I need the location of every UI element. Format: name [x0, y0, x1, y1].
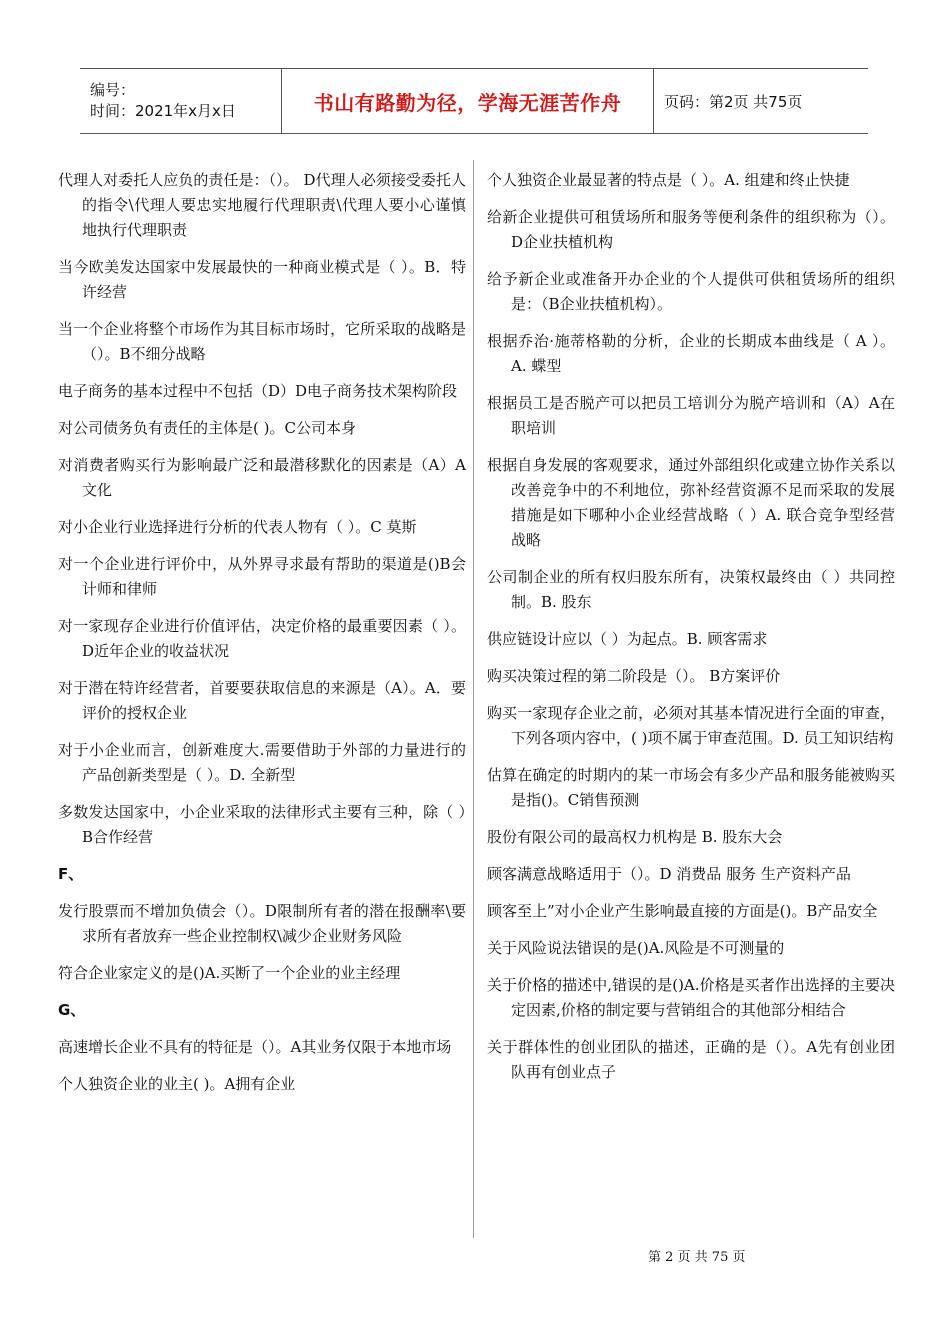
question-entry: 公司制企业的所有权归股东所有，决策权最终由（ ）共同控制。B. 股东 [487, 568, 895, 611]
question-entry: 给新企业提供可租赁场所和服务等便利条件的组织称为（）。D企业扶植机构 [487, 208, 895, 251]
column-divider [473, 160, 474, 1238]
question-entry: 对公司债务负有责任的主体是( )。C公司本身 [58, 419, 356, 437]
question-entry: 多数发达国家中，小企业采取的法律形式主要有三种，除（ ）B合作经营 [58, 803, 466, 846]
question-entry: 供应链设计应以（ ）为起点。B. 顾客需求 [487, 630, 768, 648]
question-entry: 估算在确定的时期内的某一市场会有多少产品和服务能被购买是指()。C销售预测 [487, 766, 895, 809]
right-column [487, 168, 895, 1097]
question-entry: 关于群体性的创业团队的描述，正确的是（）。A先有创业团队再有创业点子 [487, 1038, 895, 1081]
question-entry: 顾客满意战略适用于（）。D 消费品 服务 生产资料产品 [487, 865, 851, 883]
question-entry: 当一个企业将整个市场作为其目标市场时，它所采取的战略是（）。B不细分战略 [58, 320, 466, 363]
question-entry: 对一家现存企业进行价值评估，决定价格的最重要因素（ ）。 D近年企业的收益状况 [58, 617, 466, 660]
question-entry: 对于小企业而言，创新难度大.需要借助于外部的力量进行的产品创新类型是（ ）。D. 全新型 [58, 741, 466, 784]
question-entry: 对一个企业进行评价中，从外界寻求最有帮助的渠道是()B会计师和律师 [58, 555, 466, 598]
header-page-number: 页码：第2页 共75页 [664, 92, 803, 111]
question-entry: 股份有限公司的最高权力机构是 B. 股东大会 [487, 828, 783, 846]
question-entry: 给予新企业或准备开办企业的个人提供可供租赁场所的组织是：（B企业扶植机构）。 [487, 270, 895, 313]
document-number-label: 编号： [90, 81, 136, 99]
question-entry: 个人独资企业的业主( )。A拥有企业 [58, 1075, 296, 1093]
question-entry: 高速增长企业不具有的特征是（）。A其业务仅限于本地市场 [58, 1038, 452, 1056]
question-entry: 顾客至上”对小企业产生影响最直接的方面是()。B产品安全 [487, 902, 878, 920]
question-entry: 购买一家现存企业之前，必须对其基本情况进行全面的审查，下列各项内容中，( )项不属于审查范围。D. 员工知识结构 [487, 704, 895, 747]
question-entry: 符合企业家定义的是()A.买断了一个企业的业主经理 [58, 964, 401, 982]
question-entry: 代理人对委托人应负的责任是：（）。 D代理人必须接受委托人的指令\代理人要忠实地履行代理职责\代理人要小心谨慎地执行代理职责 [58, 171, 466, 239]
question-entry: 个人独资企业最显著的特点是（ ）。A. 组建和终止快捷 [487, 171, 850, 189]
document-time-label: 时间：2021年x月x日 [90, 102, 236, 120]
header-page-cell [654, 69, 868, 133]
question-entry: 对消费者购买行为影响最广泛和最潜移默化的因素是（A）A文化 [58, 456, 466, 499]
question-entry: 关于价格的描述中,错误的是()A.价格是买者作出选择的主要决定因素,价格的制定要与营销组合的其他部分相结合 [487, 976, 895, 1019]
question-entry: 购买决策过程的第二阶段是（）。 B方案评价 [487, 667, 781, 685]
left-column [58, 168, 466, 1109]
section-heading: G、 [58, 1001, 86, 1019]
question-entry: 对小企业行业选择进行分析的代表人物有（ ）。C 莫斯 [58, 518, 417, 536]
question-entry: 对于潜在特许经营者，首要要获取信息的来源是（A）。A．要评价的授权企业 [58, 679, 466, 722]
header-meta [80, 69, 282, 133]
header-motto-cell [282, 69, 654, 133]
question-entry: 发行股票而不增加负债会（）。D限制所有者的潜在报酬率\要求所有者放弃一些企业控制权\减少企业财务风险 [58, 902, 466, 945]
question-entry: 根据自身发展的客观要求，通过外部组织化或建立协作关系以改善竞争中的不利地位，弥补经营资源不足而采取的发展措施是如下哪种小企业经营战略（ ）A. 联合竞争型经营战略 [487, 456, 895, 549]
page-header [80, 68, 868, 134]
header-motto: 书山有路勤为径，学海无涯苦作舟 [313, 90, 622, 115]
footer-page-number: 第 2 页 共 75 页 [648, 1250, 746, 1265]
section-heading: F、 [58, 865, 84, 883]
question-entry: 根据员工是否脱产可以把员工培训分为脱产培训和（A）A在职培训 [487, 394, 895, 437]
question-entry: 关于风险说法错误的是()A.风险是不可测量的 [487, 939, 785, 957]
question-entry: 根据乔治·施蒂格勒的分析，企业的长期成本曲线是（ A ）。 A. 蝶型 [487, 332, 895, 375]
question-entry: 电子商务的基本过程中不包括（D）D电子商务技术架构阶段 [58, 382, 458, 400]
question-entry: 当今欧美发达国家中发展最快的一种商业模式是（ ）。B．特许经营 [58, 258, 466, 301]
